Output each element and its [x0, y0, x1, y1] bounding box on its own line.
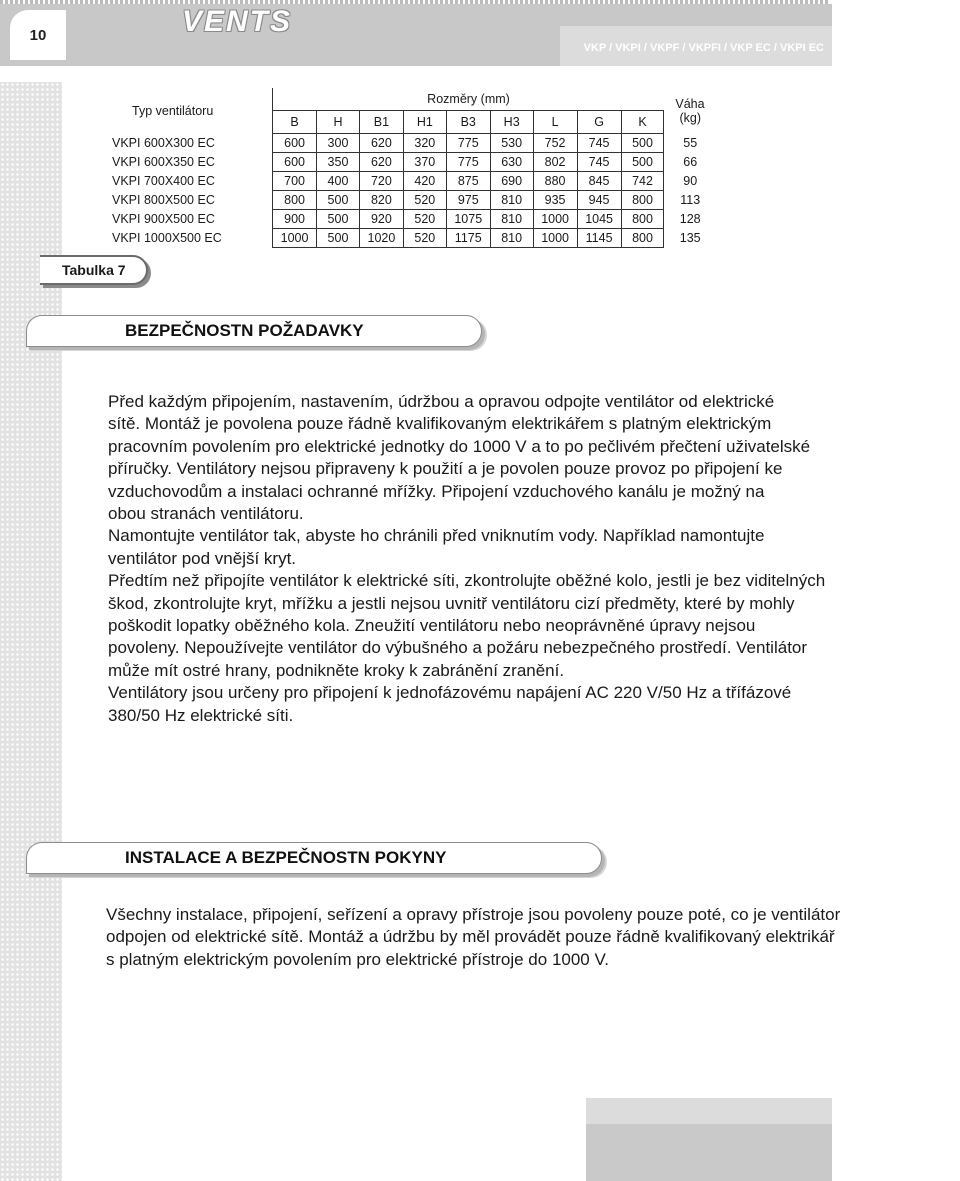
text-line: Namontujte ventilátor tak, abyste ho chránili před vniknutím vody. Například namontujte — [108, 526, 765, 546]
table-row: VKPI 900X500 EC 900 500 920 520 1075 810 1000 1045 800 128 — [106, 210, 716, 229]
dims-header: Rozměry (mm) — [273, 88, 664, 111]
text-line: obou stranách ventilátoru. — [108, 504, 304, 524]
weight-unit: (kg) — [679, 110, 701, 125]
section-title-installation: INSTALACE A BEZPEČNOSTN POKYNY — [26, 842, 602, 874]
table-caption: Tabulka 7 — [40, 255, 148, 285]
safety-paragraph — [108, 391, 825, 727]
brand-logo: VENTS — [182, 5, 293, 38]
text-line: poškodit lopatky oběžného kola. Zneužití ventilátoru nebo neoprávněné úpravy nejsou — [108, 616, 756, 636]
col-header: B1 — [359, 111, 403, 134]
col-header: B — [273, 111, 317, 134]
weight-header: Váha — [675, 96, 705, 111]
text-line: Ventilátory jsou určeny pro připojení k jednofázovému napájení AC 220 V/50 Hz a třífázové — [108, 683, 792, 703]
section-title-safety: BEZPEČNOSTN POŽADAVKY — [26, 315, 482, 347]
text-line: pracovním povolením pro elektrické jednotky do 1000 V a to po pečlivém přečtení uživatelské — [108, 436, 811, 456]
text-line: 380/50 Hz elektrické síti. — [108, 705, 294, 725]
col-header: H1 — [403, 111, 446, 134]
table-row: VKPI 700X400 EC 700 400 720 420 875 690 880 845 742 90 — [106, 172, 716, 191]
col-header: B3 — [446, 111, 490, 134]
model-list: VKP / VKPI / VKPF / VKPFI / VKP EC / VKPI EC — [583, 42, 824, 54]
type-header: Typ ventilátoru — [132, 103, 214, 118]
table-row: VKPI 600X300 EC 600 300 620 320 775 530 752 745 500 55 — [106, 134, 716, 153]
page-number: 10 — [10, 10, 66, 60]
table-row: VKPI 1000X500 EC 1000 500 1020 520 1175 810 1000 1145 800 135 — [106, 229, 716, 248]
dimensions-table — [106, 88, 716, 248]
text-line: škod, zkontrolujte kryt, mřížku a jestli nejsou uvnitř ventilátoru cizí předměty, které by mohly — [108, 593, 795, 613]
col-header: K — [621, 111, 664, 134]
text-line: ventilátor pod vnější kryt. — [108, 548, 297, 568]
col-header: H — [317, 111, 360, 134]
text-line: s platným elektrickým povolením pro elektrické přístroje do 1000 V. — [106, 949, 609, 969]
side-dot-pattern — [0, 82, 62, 1181]
text-line: odpojen od elektrické sítě. Montáž a údržbu by měl provádět pouze řádně kvalifikovaný elektrikář — [106, 927, 835, 947]
text-line: může mít ostré hrany, podnikněte kroky k zabránění zranění. — [108, 660, 565, 680]
text-line: sítě. Montáž je povolena pouze řádně kvalifikovaným elektrikářem s platným elektrickým — [108, 414, 772, 434]
text-line: vzduchovodům a instalaci ochranné mřížky. Připojení vzduchového kanálu je možný na — [108, 481, 765, 501]
col-header: G — [577, 111, 621, 134]
text-line: příručky. Ventilátory nejsou připraveny k použití a je povolen pouze provoz po připojení ke — [108, 459, 783, 479]
table-row: VKPI 600X350 EC 600 350 620 370 775 630 802 745 500 66 — [106, 153, 716, 172]
col-header: L — [533, 111, 577, 134]
dimensions-table-wrap — [106, 88, 716, 248]
text-line: povoleny. Nepoužívejte ventilátor do výbušného a požáru nebezpečného prostředí. Ventilátor — [108, 638, 808, 658]
col-header: H3 — [490, 111, 533, 134]
text-line: Předtím než připojíte ventilátor k elektrické síti, zkontrolujte oběžné kolo, jestli je bez viditelných — [108, 571, 826, 591]
table-row: VKPI 800X500 EC 800 500 820 520 975 810 935 945 800 113 — [106, 191, 716, 210]
footer-bar-highlight — [586, 1098, 832, 1124]
text-line: Všechny instalace, připojení, seřízení a opravy přístroje jsou povoleny pouze poté, co je ventilátor — [106, 905, 841, 924]
text-line: Před každým připojením, nastavením, údržbou a opravou odpojte ventilátor od elektrické — [108, 392, 775, 411]
installation-paragraph — [106, 904, 840, 971]
